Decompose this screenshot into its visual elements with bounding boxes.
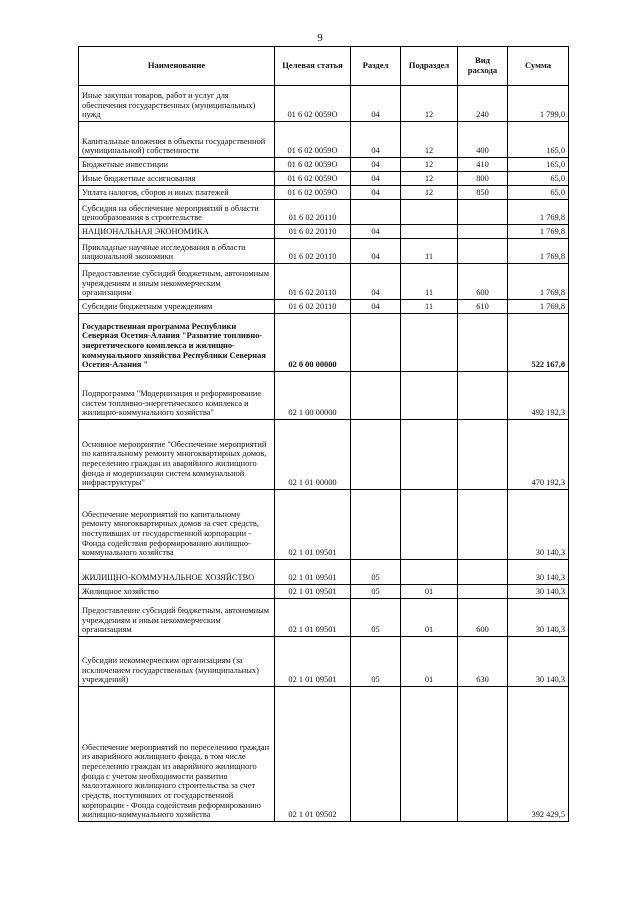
row-sum: 1 769,8 [508, 300, 569, 314]
table-row [79, 599, 569, 637]
table-row [79, 172, 569, 186]
page-number: 9 [317, 32, 323, 44]
table-row [79, 420, 569, 490]
row-target: 01 6 02 0059O [275, 158, 351, 172]
row-section: 04 [351, 264, 401, 300]
row-subsection [401, 560, 458, 585]
row-sum: 522 167,0 [508, 314, 569, 372]
row-target: 02 1 01 09501 [275, 490, 351, 560]
row-target: 01 6 02 0059O [275, 172, 351, 186]
table-row [79, 637, 569, 687]
row-section: 04 [351, 300, 401, 314]
row-expense-type [458, 372, 508, 420]
row-subsection: 12 [401, 172, 458, 186]
row-section: 04 [351, 86, 401, 122]
row-name: Предоставление субсидий бюджетным, автономным учреждениям и иным некоммерческим организациям [79, 599, 275, 637]
row-expense-type [458, 585, 508, 599]
row-section: 05 [351, 599, 401, 637]
row-subsection: 11 [401, 239, 458, 264]
row-name: Жилищное хозяйство [79, 585, 275, 599]
row-sum: 1 769,8 [508, 200, 569, 225]
row-expense-type [458, 490, 508, 560]
table-row [79, 239, 569, 264]
row-target: 02 1 01 09501 [275, 560, 351, 585]
row-target: 01 6 02 20110 [275, 264, 351, 300]
row-sum: 30 140,3 [508, 490, 569, 560]
row-section: 04 [351, 122, 401, 158]
row-sum: 30 140,3 [508, 585, 569, 599]
row-sum: 1 799,0 [508, 86, 569, 122]
row-section: 04 [351, 225, 401, 239]
row-target: 02 1 01 09501 [275, 585, 351, 599]
header-name: Наименование [79, 47, 275, 86]
row-subsection: 11 [401, 300, 458, 314]
row-section [351, 490, 401, 560]
row-expense-type: 240 [458, 86, 508, 122]
row-subsection: 12 [401, 158, 458, 172]
row-name: Уплата налогов, сборов и иных платежей [79, 186, 275, 200]
row-sum: 65,0 [508, 172, 569, 186]
row-sum: 165,0 [508, 158, 569, 172]
row-sum: 1 769,8 [508, 239, 569, 264]
budget-table [78, 46, 569, 822]
row-section: 04 [351, 186, 401, 200]
row-name: Бюджетные инвестиции [79, 158, 275, 172]
row-target: 02 1 01 00000 [275, 420, 351, 490]
row-section [351, 372, 401, 420]
row-expense-type [458, 560, 508, 585]
row-sum: 492 192,3 [508, 372, 569, 420]
row-name: ЖИЛИЩНО-КОММУНАЛЬНОЕ ХОЗЯЙСТВО [79, 560, 275, 585]
table-row [79, 158, 569, 172]
table-row [79, 200, 569, 225]
row-subsection [401, 225, 458, 239]
row-section: 04 [351, 158, 401, 172]
row-subsection: 01 [401, 585, 458, 599]
row-expense-type [458, 314, 508, 372]
row-sum: 30 140,3 [508, 560, 569, 585]
row-expense-type: 850 [458, 186, 508, 200]
header-sum: Сумма [508, 47, 569, 86]
table-row [79, 490, 569, 560]
row-target: 01 6 02 0059O [275, 86, 351, 122]
row-section [351, 314, 401, 372]
row-sum: 1 769,8 [508, 264, 569, 300]
row-name: Иные закупки товаров, работ и услуг для обеспечения государственных (муниципальных) нужд [79, 86, 275, 122]
table-row [79, 372, 569, 420]
row-section: 04 [351, 239, 401, 264]
row-target: 02 0 00 00000 [275, 314, 351, 372]
row-section [351, 200, 401, 225]
row-target: 02 1 01 09501 [275, 599, 351, 637]
row-section: 05 [351, 585, 401, 599]
row-expense-type: 400 [458, 122, 508, 158]
row-expense-type [458, 239, 508, 264]
row-name: Капитальные вложения в объекты государственной (муниципальной) собственности [79, 122, 275, 158]
row-target: 02 1 01 09502 [275, 687, 351, 822]
row-subsection: 12 [401, 122, 458, 158]
row-section [351, 687, 401, 822]
row-subsection [401, 372, 458, 420]
table-row [79, 86, 569, 122]
row-name: Государственная программа Республики Северная Осетия-Алания "Развитие топливно-энергетического комплекса и жилищно-коммунального хозяйства Республики Северная Осетия-Алания " [79, 314, 275, 372]
row-name: Обеспечение мероприятий по капитальному ремонту многоквартирных домов за счет средств, поступивших от государственной корпорации - Фонда содействия реформированию жилищно-коммунального хозяйства [79, 490, 275, 560]
row-sum: 392 429,5 [508, 687, 569, 822]
row-expense-type: 600 [458, 264, 508, 300]
row-subsection [401, 687, 458, 822]
table-header-row [79, 47, 569, 86]
table-row [79, 264, 569, 300]
row-target: 01 6 02 20110 [275, 300, 351, 314]
table-row [79, 186, 569, 200]
row-name: НАЦИОНАЛЬНАЯ ЭКОНОМИКА [79, 225, 275, 239]
table-body [79, 86, 569, 822]
row-section [351, 420, 401, 490]
row-name: Подпрограмма "Модернизация и реформирование систем топливно-энергетического комплекса и жилищно-коммунального хозяйства" [79, 372, 275, 420]
row-name: Субсидия на обеспечение мероприятий в области ценообразования в строительстве [79, 200, 275, 225]
table-row [79, 122, 569, 158]
row-name: Прикладные научные исследования в области национальной экономики [79, 239, 275, 264]
row-subsection: 11 [401, 264, 458, 300]
row-target: 01 6 02 20110 [275, 239, 351, 264]
row-section: 04 [351, 172, 401, 186]
row-subsection [401, 314, 458, 372]
row-expense-type [458, 200, 508, 225]
row-target: 02 1 01 09501 [275, 637, 351, 687]
row-expense-type: 610 [458, 300, 508, 314]
row-section: 05 [351, 560, 401, 585]
row-expense-type: 800 [458, 172, 508, 186]
row-name: Предоставление субсидий бюджетным, автономным учреждениям и иным некоммерческим организациям [79, 264, 275, 300]
row-target: 01 6 02 0059O [275, 122, 351, 158]
row-subsection [401, 200, 458, 225]
table-row [79, 300, 569, 314]
row-expense-type [458, 687, 508, 822]
row-sum: 1 769,8 [508, 225, 569, 239]
row-sum: 165,0 [508, 122, 569, 158]
row-target: 01 6 02 0059O [275, 186, 351, 200]
row-name: Обеспечение мероприятий по переселению граждан из аварийного жилищного фонда, в том числе переселению граждан из аварийного жилищного фонда с учетом необходимости развития малоэтажного жилищного строительства за счет средств, поступивших от государственной корпорации - Фонда содействия реформированию жилищно-коммунального хозяйства [79, 687, 275, 822]
row-section: 05 [351, 637, 401, 687]
row-name: Основное мероприятие "Обеспечение мероприятий по капитальному ремонту многоквартирных домов, переселению граждан из аварийного жилищного фонда и модернизации систем коммунальной инфраструктуры" [79, 420, 275, 490]
row-target: 02 1 00 00000 [275, 372, 351, 420]
row-sum: 65,0 [508, 186, 569, 200]
row-expense-type: 630 [458, 637, 508, 687]
row-subsection: 12 [401, 186, 458, 200]
row-subsection: 12 [401, 86, 458, 122]
row-expense-type: 410 [458, 158, 508, 172]
row-subsection [401, 420, 458, 490]
table-row [79, 585, 569, 599]
row-name: Субсидии некоммерческим организациям (за исключением государственных (муниципальных) учреждений) [79, 637, 275, 687]
table-row [79, 314, 569, 372]
row-subsection: 01 [401, 599, 458, 637]
row-expense-type: 600 [458, 599, 508, 637]
row-subsection: 01 [401, 637, 458, 687]
row-target: 01 6 02 20110 [275, 225, 351, 239]
row-sum: 470 192,3 [508, 420, 569, 490]
table-row [79, 225, 569, 239]
table-row [79, 560, 569, 585]
row-sum: 30 140,3 [508, 599, 569, 637]
header-subsection: Подраздел [401, 47, 458, 86]
header-section: Раздел [351, 47, 401, 86]
row-sum: 30 140,3 [508, 637, 569, 687]
row-target: 01 6 02 20110 [275, 200, 351, 225]
row-name: Иные бюджетные ассигнования [79, 172, 275, 186]
row-expense-type [458, 420, 508, 490]
header-target: Целевая статья [275, 47, 351, 86]
row-expense-type [458, 225, 508, 239]
row-name: Субсидии бюджетным учреждениям [79, 300, 275, 314]
header-expense-type: Вид расхода [458, 47, 508, 86]
table-row [79, 687, 569, 822]
row-subsection [401, 490, 458, 560]
